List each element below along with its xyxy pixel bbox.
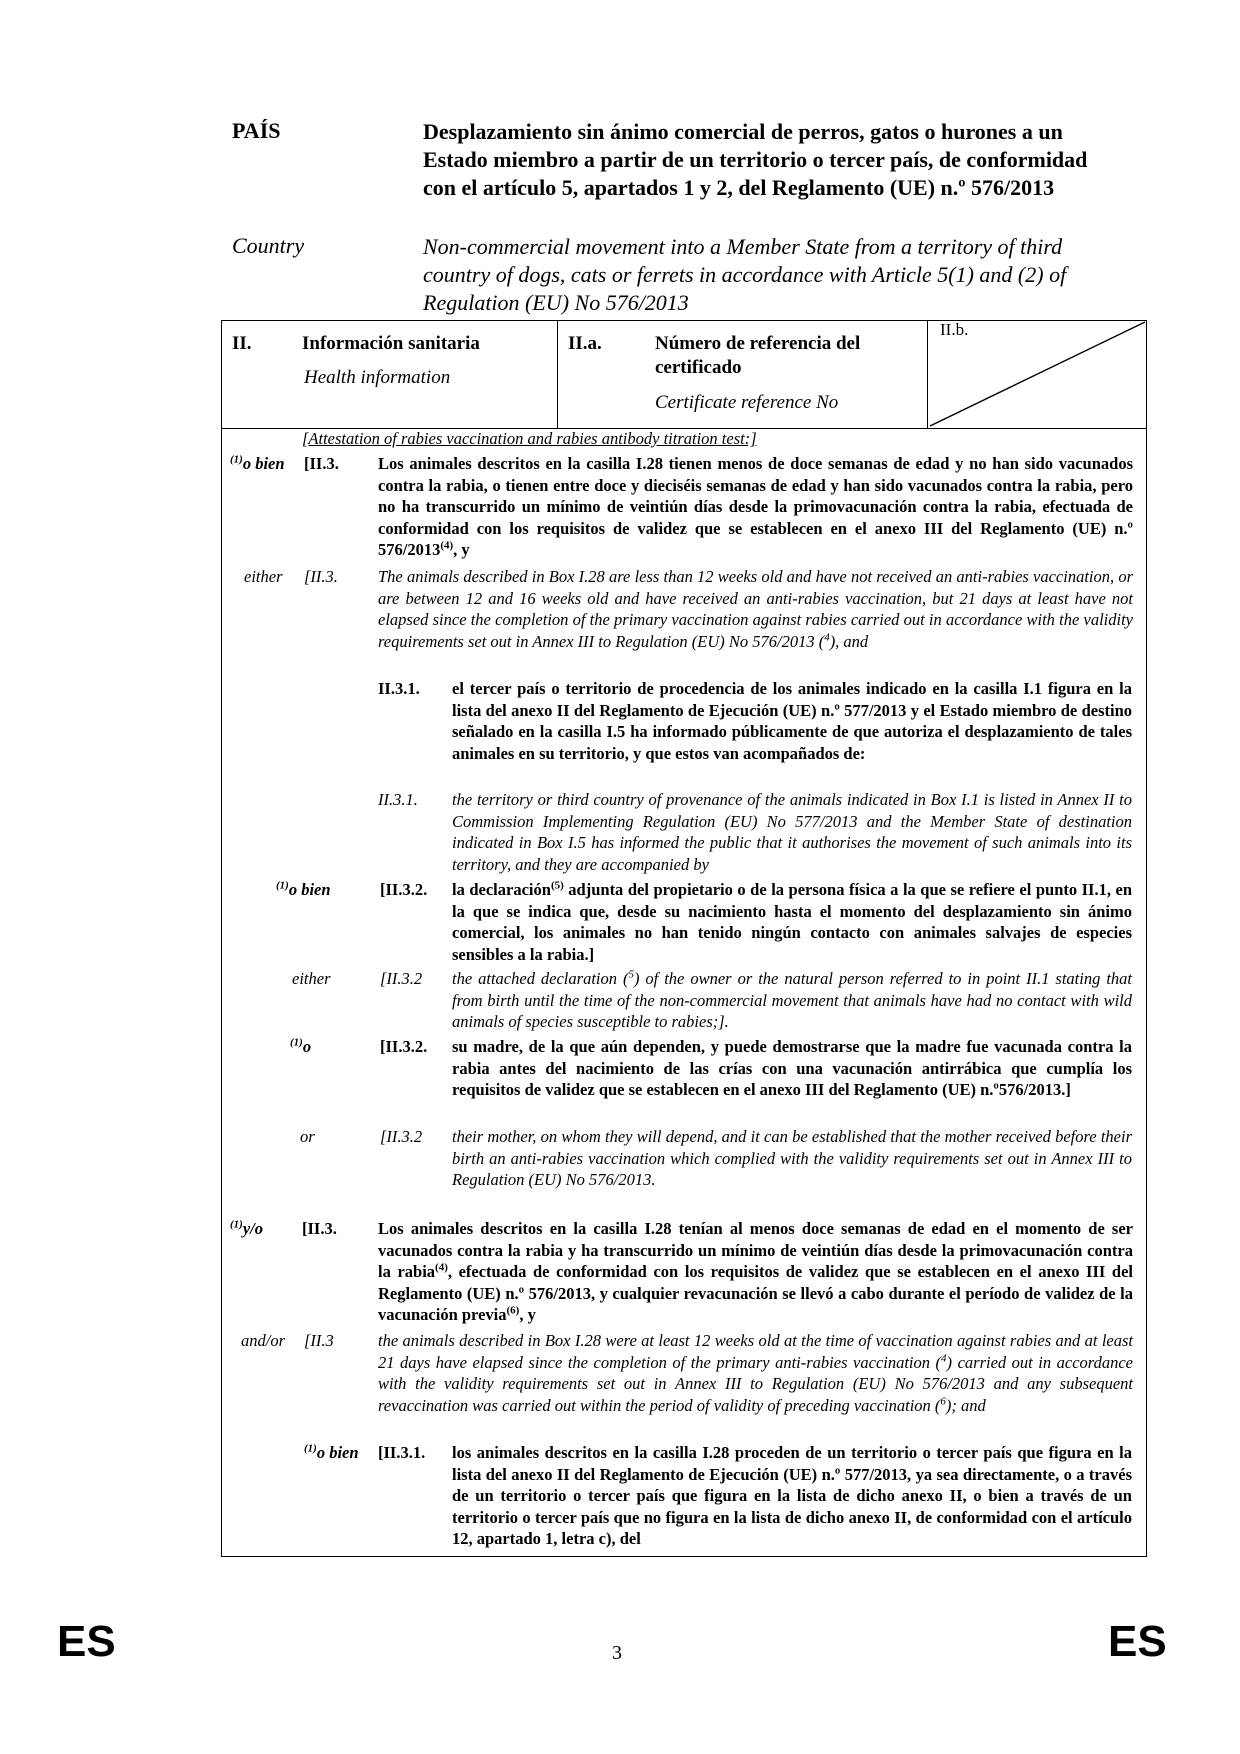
clause-number: II.3.1.	[378, 790, 418, 809]
column-divider	[557, 320, 558, 428]
option-label: $^{(1)}$o bien	[276, 879, 331, 899]
option-label: $^{(1)}$o	[290, 1036, 312, 1056]
clause-number: [II.3.	[304, 454, 339, 473]
clause-text-en: The animals described in Box I.28 are less than 12 weeks old and have not received an anti-rabies vaccination, or are between 12 and 16 weeks old and have received an anti-rabies vaccination, but 21 days at least have not elapsed since the completion of the primary vaccination against rabies carried out in accordance with the validity requirements set out in Annex III to Regulation (EU) No 576/2013 ($^4$), and	[378, 567, 1133, 651]
language-code-right: ES	[1108, 1617, 1167, 1666]
clause-number: [II.3.	[302, 1219, 337, 1238]
clause-text-es: el tercer país o territorio de procedencia de los animales indicado en la casilla I.1 figura en la lista del anexo II del Reglamento de Ejecución (UE) n.º 577/2013 y el Estado miembro de destino señalado en la casilla I.5 ha informado públicamente de que autoriza el desplazamiento de tales animales en su territorio, y que estos van acompañados de:	[452, 679, 1132, 763]
attestation-note: [Attestation of rabies vaccination and rabies antibody titration test:]	[302, 429, 757, 448]
clause-text-en: their mother, on whom they will depend, and it can be established that the mother received before their birth an anti-rabies vaccination which complied with the validity requirements set out in Annex III to Regulation (EU) No 576/2013.	[452, 1127, 1132, 1189]
option-label: and/or	[241, 1331, 286, 1350]
clause-text-es: los animales descritos en la casilla I.28 proceden de un territorio o tercer país que figura en la lista del anexo II del Reglamento de Ejecución (UE) n.º 577/2013, ya sea directamente, o a través de un territorio o tercer país que figura en la lista de dicho anexo II, o bien a través de un territorio o tercer país que no figura en la lista de dicho anexo II, de conformidad con el artículo 12, apartado 1, letra c), del	[452, 1443, 1132, 1548]
ref-title-es: Número de referencia del certificado	[655, 333, 861, 378]
section-number: II.	[232, 333, 252, 354]
clause-number: [II.3.	[304, 567, 338, 586]
option-label: or	[300, 1127, 315, 1146]
clause-number: [II.3.2	[380, 1127, 423, 1146]
option-label: $^{(1)}$o bien	[230, 453, 285, 473]
option-label: $^{(1)}$y/o	[230, 1218, 263, 1238]
country-label-en: Country	[232, 233, 305, 258]
clause-text-en: the attached declaration ($^5$) of the owner or the natural person referred to in point II.1 stating that from birth until the time of the non-commercial movement that animals have had no contact with wild animals of species susceptible to rabies;].	[452, 968, 1132, 1031]
clause-text-en: the animals described in Box I.28 were at least 12 weeks old at the time of vaccination against rabies and at least 21 days have elapsed since the completion of the primary anti-rabies vaccination ($^4$) carried out in accordance with the validity requirements set out in Annex III to Regulation (EU) No 576/2013 and any subsequent revaccination was carried out within the period of validity of preceding vaccination ($^6$); and	[378, 1331, 1133, 1415]
clause-number: [II.3.2	[380, 969, 423, 988]
title-es: Desplazamiento sin ánimo comercial de perros, gatos o hurones a un Estado miembro a partir de un territorio o tercer país, de conformidad con el artículo 5, apartados 1 y 2, del Reglamento (UE) n.º 576/2013	[423, 119, 1088, 200]
country-label-es: PAÍS	[232, 118, 281, 143]
ref-title-en: Certificate reference No	[655, 392, 839, 413]
page-number: 3	[612, 1642, 622, 1664]
clause-number: II.3.1.	[378, 679, 420, 698]
title-en: Non-commercial movement into a Member State from a territory of third country of dogs, cats or ferrets in accordance with Article 5(1) and (2) of Regulation (EU) No 576/2013	[423, 234, 1067, 315]
clause-text-en: the territory or third country of provenance of the animals indicated in Box I.1 is listed in Annex II to Commission Implementing Regulation (EU) No 577/2013 and the Member State of destination indicated in Box I.5 has informed the public that it authorises the movement of such animals into its territory, and they are accompanied by	[452, 790, 1132, 874]
option-label: $^{(1)}$o bien	[304, 1442, 359, 1462]
clause-text-es: la declaración$^{(5)}$ adjunta del propietario o de la persona física a la que se refiere el punto II.1, en la que se indica que, desde su nacimiento hasta el momento del desplazamiento sin ánimo comercial, los animales no han tenido ningún contacto con animales salvajes de especies sensibles a la rabia.]	[452, 879, 1132, 964]
clause-number: [II.3	[304, 1331, 334, 1350]
clause-number: [II.3.1.	[378, 1443, 426, 1462]
section-title-es: Información sanitaria	[302, 333, 480, 354]
clause-text-es: Los animales descritos en la casilla I.28 tenían al menos doce semanas de edad en el momento de ser vacunados contra la rabia y ha transcurrido un mínimo de veintiún días desde la primovacunación contra la rabia$^{(4)}$, efectuada de conformidad con los requisitos de validez que se establecen en el anexo III del Reglamento (UE) n.º 576/2013, y cualquier revacunación se llevó a cabo durante el período de validez de la vacunación previa$^{(6)}$, y	[378, 1219, 1134, 1324]
clause-text-es: su madre, de la que aún dependen, y puede demostrarse que la madre fue vacunada contra la rabia antes del nacimiento de las crías con una vacunación antirrábica que cumplía los requisitos de validez que se establecen en el anexo III del Reglamento (UE) n.º576/2013.]	[452, 1037, 1132, 1099]
option-label: either	[292, 969, 331, 988]
code-number: II.b.	[940, 320, 969, 339]
ref-number: II.a.	[568, 333, 602, 354]
option-label: either	[244, 567, 283, 586]
language-code-left: ES	[57, 1617, 116, 1666]
clause-number: [II.3.2.	[380, 1037, 428, 1056]
clause-number: [II.3.2.	[380, 880, 428, 899]
section-title-en: Health information	[304, 367, 451, 388]
clause-text-es: Los animales descritos en la casilla I.28 tienen menos de doce semanas de edad y no han sido vacunados contra la rabia, o tienen entre doce y dieciséis semanas de edad y han sido vacunados contra la rabia, pero no ha transcurrido un mínimo de veintiún días desde la primovacunación contra la rabia, efectuada de conformidad con los requisitos de validez que se establecen en el anexo III del Reglamento (UE) n.º 576/2013$^{(4)}$, y	[378, 454, 1133, 559]
